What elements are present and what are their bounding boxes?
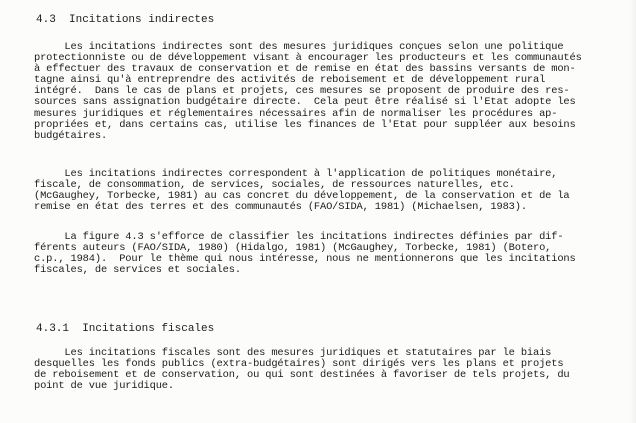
text-line: (McGaughey, Torbecke, 1981) au cas concret du développement, de la conservation et de la	[34, 190, 570, 203]
text-line: intégré. Dans le cas de plans et projets, ces mesures se proposent de produire des res-	[34, 85, 570, 98]
scan-edge	[630, 0, 636, 423]
text-line: La figure 4.3 s'efforce de classifier les incitations indirectes définies par dif-	[34, 231, 564, 243]
text-line: de reboisement et de conservation, ou qui sont destinées à favoriser de tels projets, du	[34, 369, 570, 382]
text-line: point de vue juridique.	[34, 380, 174, 393]
text-line: Les incitations indirectes correspondent à l'application de politiques monétaire,	[34, 168, 558, 180]
text-line: remise en état des terres et des communautés (FAO/SIDA, 1981) (Michaelsen, 1983).	[34, 201, 527, 214]
text-line: propriées et, dans certains cas, utilise les finances de l'Etat pour suppléer aux besoins	[34, 118, 576, 131]
section-heading-4-3-1: 4.3.1 Incitations fiscales	[36, 323, 215, 335]
text-line: fiscale, de consommation, de services, sociales, de ressources naturelles, etc.	[34, 179, 515, 192]
paragraph-4-3-1-1	[34, 348, 614, 392]
text-line: tagne ainsi qu'à entreprendre des activités de reboisement et de développement rural	[34, 74, 546, 87]
text-line: c.p., 1984). Pour le thème qui nous intéresse, nous ne mentionnerons que les incitations	[34, 253, 576, 266]
text-line: budgétaires.	[34, 129, 108, 142]
text-line: Les incitations indirectes sont des mesures juridiques conçues selon une politique	[34, 41, 564, 53]
text-line: Les incitations fiscales sont des mesures juridiques et statutaires par le biais	[34, 347, 552, 359]
section-heading-4-3: 4.3 Incitations indirectes	[36, 14, 215, 26]
paragraph-4-3-3	[34, 232, 614, 276]
paragraph-4-3-2	[34, 169, 614, 213]
text-line: férents auteurs (FAO/SIDA, 1980) (Hidalgo, 1981) (McGaughey, Torbecke, 1981) (Botero,	[34, 242, 552, 255]
text-line: sources sans assignation budgétaire directe. Cela peut être réalisé si l'Etat adopte les	[34, 96, 576, 109]
text-line: protectionniste ou de développement visant à encourager les producteurs et les communautés	[34, 52, 582, 65]
text-line: fiscales, de services et sociales.	[34, 264, 241, 277]
text-line: mesures juridiques et réglementaires nécessaires afin de normaliser les procédures ap-	[34, 107, 558, 120]
text-line: à effectuer des travaux de conservation et de remise en état des bassins versants de mon-	[34, 63, 576, 76]
text-line: desquelles les fonds publics (extra-budgétaires) sont dirigés vers les plans et projets	[34, 358, 564, 371]
paragraph-4-3-1	[34, 42, 614, 142]
